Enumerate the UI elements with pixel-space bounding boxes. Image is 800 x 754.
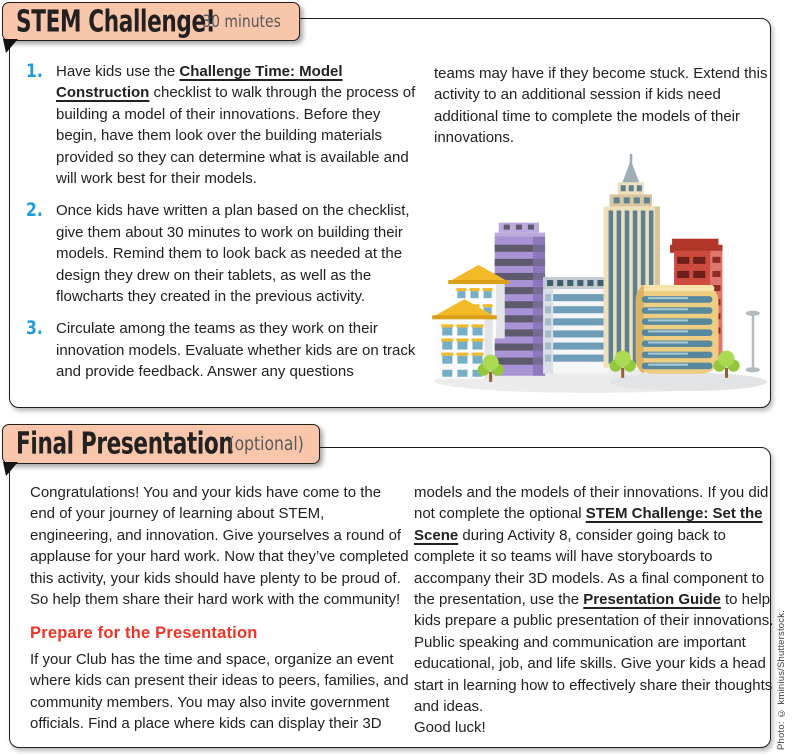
blue-striped-building xyxy=(543,277,608,374)
list-item-text: Once kids have written a plan based on the checklist, give them about 30 minutes to work on building their models. Remind them to look back as needed at the design they drew on their tablets, as well as the flowcharts they created in the previous activity. xyxy=(56,202,410,306)
prepare-paragraph: If your Club has the time and space, organize an event where kids can present their ideas to peers, families, and community members. You may also invite government officials. Find a place where kids can display their 3D xyxy=(30,650,409,733)
section-title: STEM Challenge! xyxy=(16,4,216,39)
list-item xyxy=(26,200,422,307)
prepare-presentation-heading: Prepare for the Presentation xyxy=(30,624,258,643)
ground-shadow xyxy=(610,373,767,391)
stem-challenge-tab xyxy=(2,2,300,41)
duration-label: 30 minutes xyxy=(202,11,281,32)
list-number: 2. xyxy=(26,199,43,222)
continuation-paragraph: models and the models of their innovations. If you did not complete the optional STEM Challenge: Set the Scene during Activity 8, consider going back to complete it so teams will have storyboards to accompany their 3D models. As a final component to the presentation, use the Presentation Guide to help kids prepare a public presentation of their innovations. Public speaking and communication are important educational, job, and life skills. Give your kids a head start in learning how to effectively share their thoughts and ideas. xyxy=(414,484,774,716)
list-item xyxy=(26,318,422,382)
list-number: 1. xyxy=(26,60,43,82)
final-presentation-right-column xyxy=(414,482,778,739)
intro-paragraph: Congratulations! You and your kids have come to the end of your journey of learning about STEM, engineering, and innovation. Give yourselves a round of applause for your hard work. Now that they’ve completed this activity, your kids should have plenty to be proud of. So help them share their hard work with the community! xyxy=(30,484,409,609)
optional-label: (optional) xyxy=(228,433,304,455)
final-presentation-left-column xyxy=(30,482,410,734)
list-item-text: Circulate among the teams as they work on their innovation models. Evaluate whether kids are on track and provide feedback. Answer any questions xyxy=(56,320,416,381)
stem-challenge-section xyxy=(9,18,771,408)
continuation-paragraph: teams may have if they become stuck. Extend this activity to an additional session if kids need additional time to complete the models of their innovations. xyxy=(434,65,768,147)
stem-challenge-instructions-column xyxy=(26,61,422,394)
city-buildings-illustration xyxy=(422,152,774,404)
photo-credit: Photo: © kminius/Shutterstock. xyxy=(776,609,787,750)
yellow-rounded-building xyxy=(636,285,719,374)
final-presentation-section xyxy=(9,447,774,748)
list-item-text: Have kids use the Challenge Time: Model Construction checklist to walk through the process of building a model of their innovations. Before they begin, have them look over the building materials provided so they can determine what is available and will work best for their models. xyxy=(56,63,416,188)
list-number: 3. xyxy=(26,317,43,340)
final-presentation-tab xyxy=(2,424,320,464)
street-lamp-icon xyxy=(746,311,760,373)
stem-challenge-continuation-column xyxy=(434,63,772,149)
closing-line: Good luck! xyxy=(414,719,486,737)
section-title: Final Presentation xyxy=(16,426,234,462)
list-item xyxy=(26,61,422,189)
